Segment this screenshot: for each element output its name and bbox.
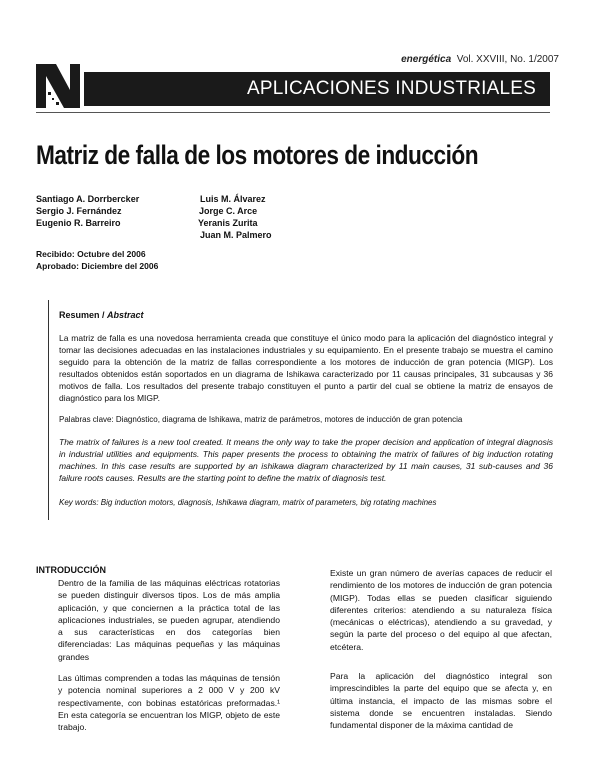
abstract-text-en: The matrix of failures is a new tool created. It means the only way to take the proper decision and application of integral diagnosis in industrial utilities and equipments. This paper presents the process to obtaining the matrix of failures of big induction rotating machines. In this case results are supported by an ishikawa diagram characterized by 11 main causes, 31 sub-causes and 36 failure roots causes. Results are the starting point to define the matrix of diagnosis test. [59,437,553,484]
body-paragraph: Dentro de la familia de las máquinas eléctricas rotatorias se pueden distinguir diversos tipos. Los de más amplia aplicación, y que conciernen a la práctica total de las aplicaciones industriales, se pueden agrupar, atendiendo a sus características en dos categorías bien diferenciadas: Las máquinas pequeñas y las máquinas grandes [58,578,280,662]
keywords-es: Palabras clave: Diagnóstico, diagrama de Ishikawa, matriz de parámetros, motores de inducción de gran potencia [59,415,463,424]
abstract-heading-es: Resumen / [59,310,108,320]
author-name: Juan M. Palmero [200,230,272,240]
section-heading-introduccion: INTRODUCCIÓN [36,565,106,575]
abstract-section [48,300,553,520]
body-paragraph: Para la aplicación del diagnóstico integral son imprescindibles la parte del equipo que se afecta y, en última instancia, el impacto de las mismas sobre el sistema donde se encuentren instaladas. Siendo fundamental disponer de la máxima cantidad de [330,671,552,731]
journal-volume: Vol. XXVIII, No. 1/2007 [456,54,559,65]
author-name: Eugenio R. Barreiro [36,218,121,228]
author-name: Sergio J. Fernández [36,206,122,216]
approved-date: Aprobado: Diciembre del 2006 [36,261,159,271]
section-title: APLICACIONES INDUSTRIALES [246,78,536,99]
resumen-text: La matriz de falla es una novedosa herramienta creada que constituye el único modo para la aplicación del diagnóstico integral y tomar las decisiones adecuadas en las instalaciones industriales y su equipamiento. En el presente trabajo se muestra el camino seguido para la obtención de la matriz de fallas correspondiente a los motores de inducción de gran potencia (MIGP). Los resultados obtenidos están soportados en un diagrama de Ishikawa caracterizado por 11 causas principales, 31 subcausas y 36 motivos de falla. Los resultados del presente trabajo constituyen el punto a partir del cual se obtiene la matriz de ensayos de diagnóstico para los MIGP. [59,333,553,404]
author-name: Santiago A. Dorrbercker [36,194,140,204]
body-paragraph: Las últimas comprenden a todas las máquinas de tensión y potencia nominal superiores a 2 000 V y 200 kV respectivamente, con bobinas estatóricas preformadas.¹ En esta categoría se encuentran los MIGP, objeto de este trabajo. [58,673,280,733]
keywords-en: Key words: Big induction motors, diagnosis, Ishikawa diagram, matrix of parameters, big rotating machines [59,498,437,507]
author-name: Jorge C. Arce [199,206,258,216]
article-title: Matriz de falla de los motores de inducción [36,140,479,170]
received-date: Recibido: Octubre del 2006 [36,249,146,259]
author-list-left [36,193,139,229]
header-divider [36,112,550,113]
journal-logo-icon [36,64,80,108]
journal-name: energética [401,54,452,65]
abstract-heading [59,310,144,320]
body-paragraph: Existe un gran número de averías capaces de reducir el rendimiento de los motores de inducción de gran potencia (MIGP). Todas ellas se pueden clasificar siguiendo diferentes criterios: atendiendo a su naturaleza física (mecánicas o eléctricas), atendiendo a su gravedad, y según la parte del proceso o del equipo al que afectan, etcétera. [330,568,552,652]
journal-citation [401,54,559,65]
author-name: Luis M. Álvarez [200,194,266,204]
author-list-right [196,193,272,241]
section-banner [84,72,550,106]
author-name: Yeranis Zurita [198,218,258,228]
abstract-heading-en: Abstract [107,310,144,320]
